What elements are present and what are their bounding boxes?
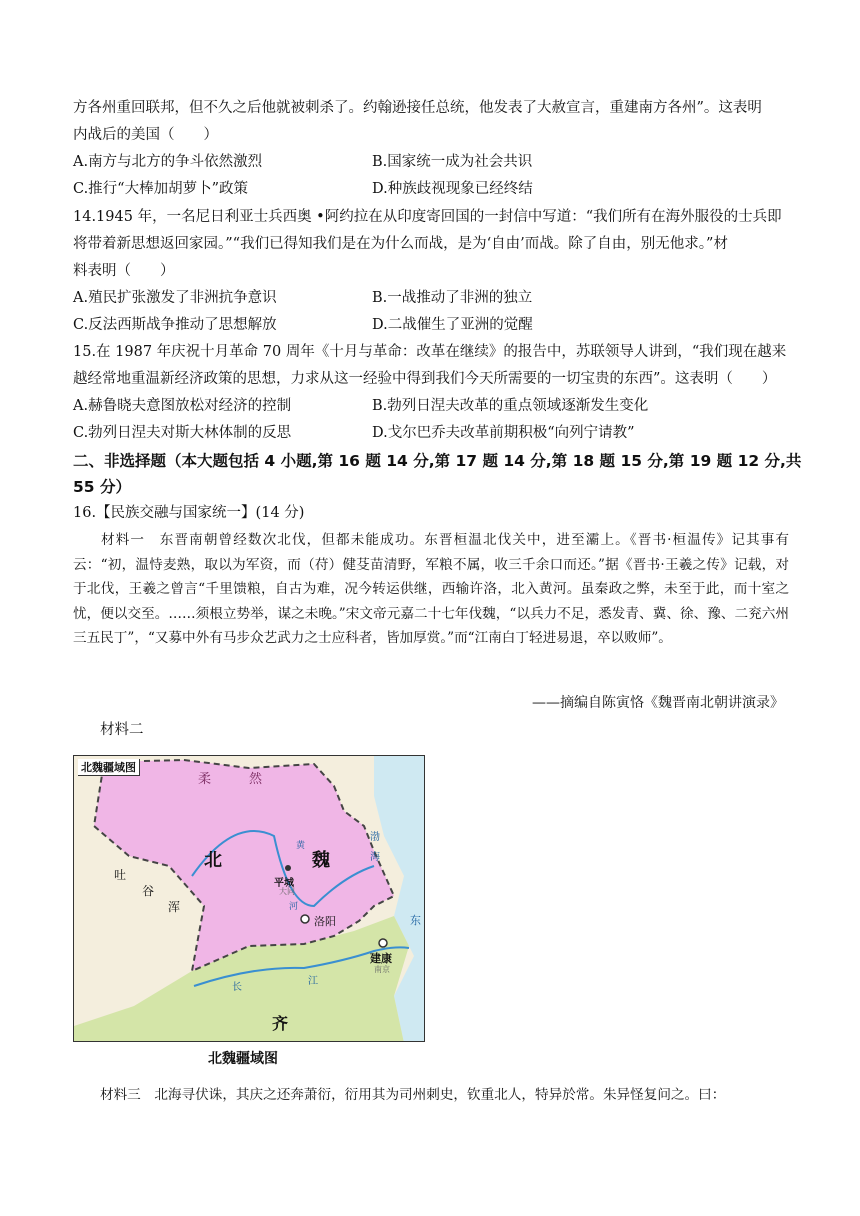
tuyuhun-label-1: 吐 — [114, 868, 127, 882]
bohai-label-1: 渤 — [370, 832, 380, 843]
tuyuhun-label-2: 谷 — [142, 884, 155, 898]
material1-text: 材料一 东晋南朝曾经数次北伐，但都未能成功。东晋桓温北伐关中，进至灞上。《晋书·桓温传》记其事有云：“初，温恃麦熟，取以为军资，而（苻）健芟苗清野，军粮不属，收三千余口而还。”据《晋书·王羲之传》记载，对于北伐，王羲之曾言“千里馈粮，自古为难，况今转运供继，西输许洛，北入黄河。虽秦政之弊，未至于此，而十室之忧，便以交至。……须根立势举，谋之未晚。”宋文帝元嘉二十七年伐魏，“以兵力不足，悉发青、冀、徐、豫、二兖六州三五民丁”，“又募中外有马步众艺武力之士应科者，皆加厚赏。”而“江南白丁轻进易退，卒以败师”。 — [73, 532, 789, 646]
section-heading-line2: 55 分） — [73, 478, 131, 496]
map-title: 北魏疆域图 — [78, 759, 140, 776]
q14-stem-line3: 料表明（ ） — [73, 263, 175, 279]
q14-option-a[interactable]: A.殖民扩张激发了非洲抗争意识 — [73, 290, 277, 306]
pingcheng-label: 平城 — [274, 878, 294, 889]
yellow-river-label-1: 黄 — [296, 841, 306, 851]
rouran-label-1: 柔 — [198, 772, 212, 787]
q15-stem-line2: 越经常地重温新经济政策的思想，力求从这一经验中得到我们今天所需要的一切宝贵的东西”。这表明（ ） — [73, 371, 777, 387]
q14-option-c[interactable]: C.反法西斯战争推动了思想解放 — [73, 317, 277, 333]
bohai-label-2: 海 — [370, 852, 380, 863]
pingcheng-marker — [285, 865, 291, 871]
datong-label: 大同 — [279, 887, 295, 896]
q16-material1 — [73, 528, 789, 651]
q14-option-b[interactable]: B.一战推动了非洲的独立 — [372, 290, 533, 306]
yellow-river-label-2: 河 — [289, 902, 299, 912]
material3-text: 材料三 北海寻伏诛，其庆之还奔萧衍，衍用其为司州刺史，钦重北人，特异於常。朱异怪复问之。曰： — [100, 1087, 726, 1103]
jiankang-label: 建康 — [370, 952, 392, 965]
q13-stem-line1: 方各州重回联邦，但不久之后他就被刺杀了。约翰逊接任总统，他发表了大赦宣言，重建南方各州”。这表明 — [73, 100, 762, 116]
bei-label: 北 — [204, 850, 222, 871]
material1-source: ——摘编自陈寅恪《魏晋南北朝讲演录》 — [532, 695, 784, 711]
section-heading-line1: 二、非选择题（本大题包括 4 小题,第 16 题 14 分,第 17 题 14 分,第 18 题 15 分,第 19 题 12 分,共 — [73, 452, 802, 470]
east-sea-label: 东 — [410, 914, 421, 927]
rouran-label-2: 然 — [249, 772, 263, 787]
q13-option-d[interactable]: D.种族歧视现象已经终结 — [372, 181, 533, 197]
q15-option-b[interactable]: B.勃列日涅夫改革的重点领域逐渐发生变化 — [372, 398, 649, 414]
luoyang-marker — [301, 915, 309, 923]
northern-wei-territory-map — [73, 755, 425, 1042]
map-caption: 北魏疆域图 — [208, 1051, 278, 1067]
tuyuhun-label-3: 浑 — [168, 900, 181, 914]
nanjing-label: 南京 — [374, 965, 390, 974]
yangtze-label-1: 江 — [308, 976, 318, 987]
q14-stem-line2: 将带着新思想返回家园。”“我们已得知我们是在为什么而战，是为‘自由’而战。除了自由，别无他求。”材 — [73, 236, 728, 252]
qi-label: 齐 — [272, 1014, 289, 1033]
q13-option-c[interactable]: C.推行“大棒加胡萝卜”政策 — [73, 181, 249, 197]
luoyang-label: 洛阳 — [314, 915, 336, 928]
q16-title: 16.【民族交融与国家统一】(14 分) — [73, 505, 305, 521]
q15-option-c[interactable]: C.勃列日涅夫对斯大林体制的反思 — [73, 425, 292, 441]
q14-stem-line1: 14.1945 年，一名尼日利亚士兵西奥 •阿约拉在从印度寄回国的一封信中写道：“我们所有在海外服役的士兵即 — [73, 209, 782, 225]
q15-stem-line1: 15.在 1987 年庆祝十月革命 70 周年《十月与革命：改革在继续》的报告中，苏联领导人讲到，“我们现在越来 — [73, 344, 787, 360]
wei-label: 魏 — [312, 850, 330, 871]
q13-stem-line2: 内战后的美国（ ） — [73, 127, 218, 143]
jiankang-marker — [379, 939, 387, 947]
q15-option-a[interactable]: A.赫鲁晓夫意图放松对经济的控制 — [73, 398, 292, 414]
yangtze-label-2: 长 — [232, 982, 242, 993]
q15-option-d[interactable]: D.戈尔巴乔夫改革前期积极“向列宁请教” — [372, 425, 635, 441]
q13-option-b[interactable]: B.国家统一成为社会共识 — [372, 154, 533, 170]
q14-option-d[interactable]: D.二战催生了亚洲的觉醒 — [372, 317, 533, 333]
map-graphic — [74, 756, 425, 1042]
q13-option-a[interactable]: A.南方与北方的争斗依然激烈 — [73, 154, 263, 170]
material2-label: 材料二 — [100, 722, 144, 738]
